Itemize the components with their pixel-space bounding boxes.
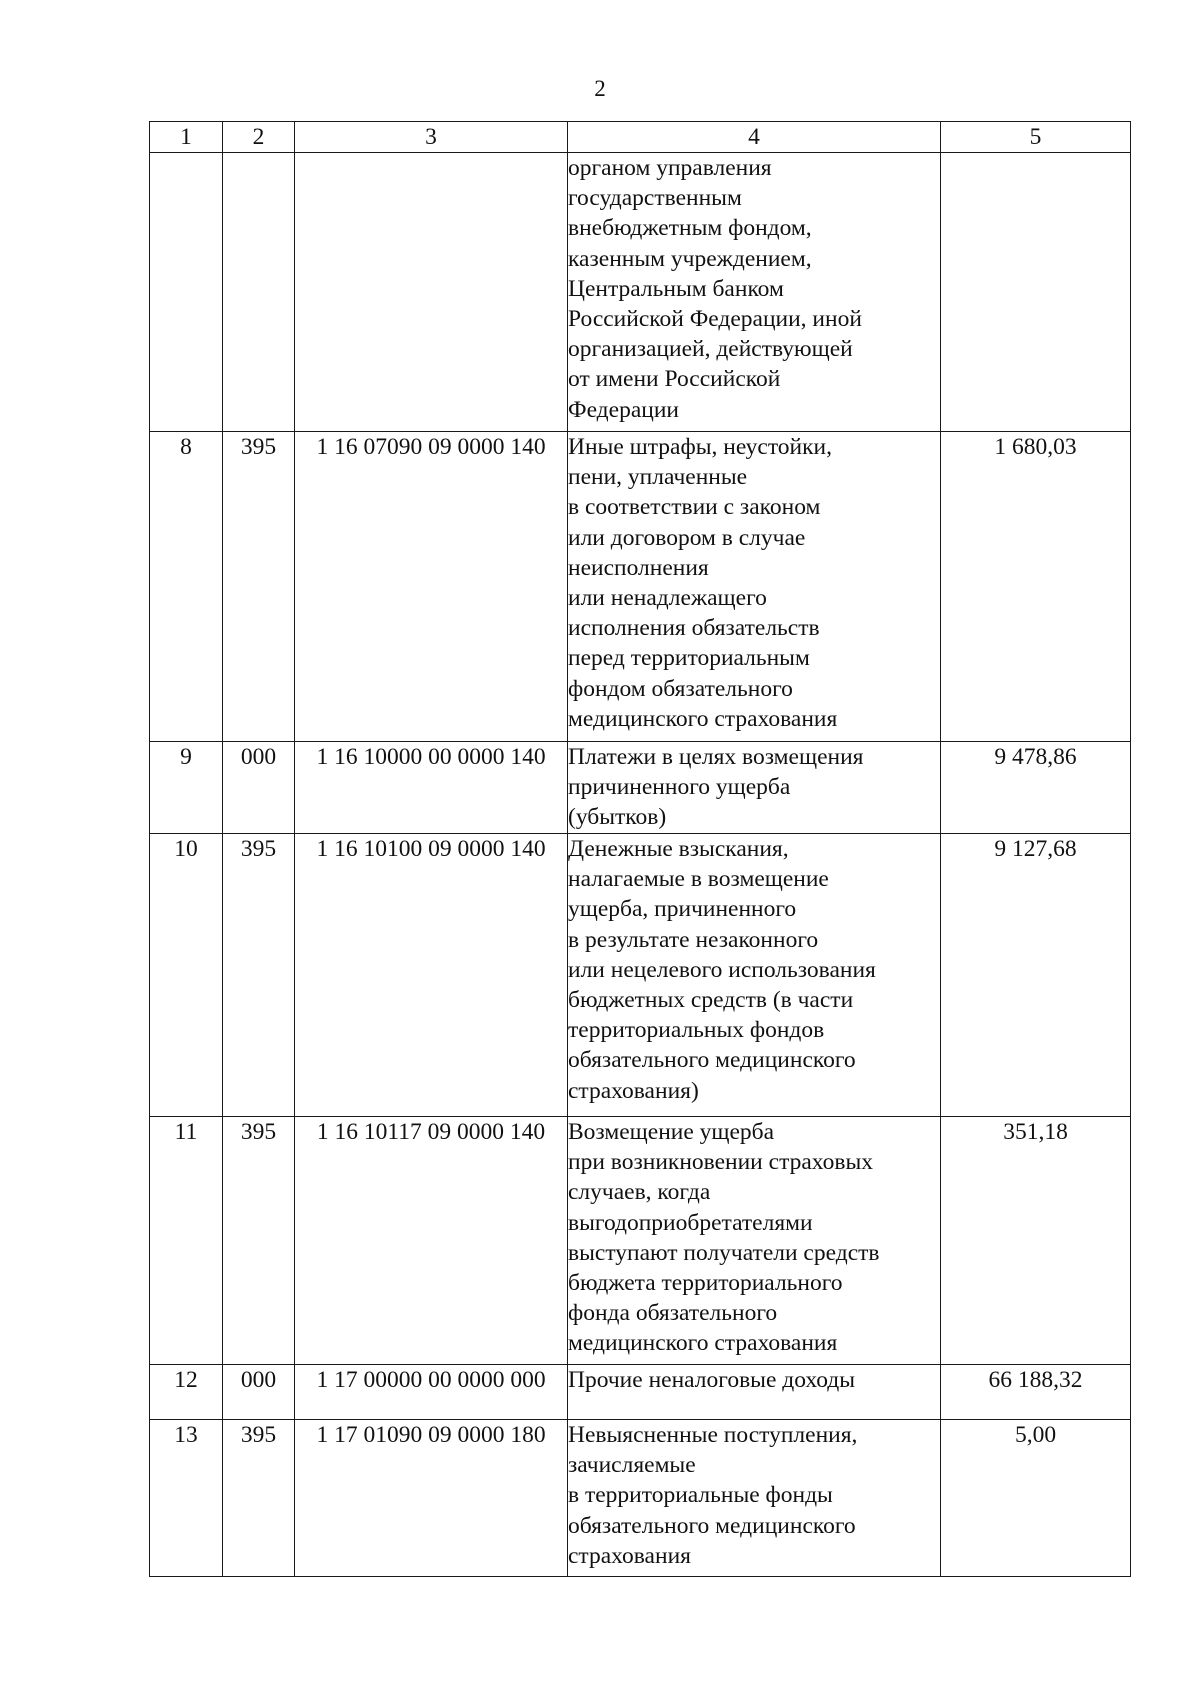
revenue-description: Возмещение ущерба при возникновении страховых случаев, когда выгодоприобретателями выступают получатели средств бюджета территориального фонда обязательного медицинского страхования <box>568 1117 941 1365</box>
page-number: 2 <box>594 76 606 101</box>
row-number: 10 <box>150 834 223 1117</box>
budget-classification-code: 1 16 10100 09 0000 140 <box>295 834 568 1117</box>
column-header: 2 <box>223 122 295 153</box>
table-row <box>150 834 1131 1117</box>
table-row <box>150 1420 1131 1577</box>
table-row <box>150 742 1131 834</box>
amount: 5,00 <box>941 1420 1131 1577</box>
budget-classification-code <box>295 153 568 432</box>
admin-code: 000 <box>223 742 295 834</box>
row-number <box>150 153 223 432</box>
table-header-row <box>150 122 1131 153</box>
revenue-description: Денежные взыскания, налагаемые в возмещение ущерба, причиненного в результате незаконного или нецелевого использования бюджетных средств (в части территориальных фондов обязательного медицинского страхования) <box>568 834 941 1117</box>
column-header: 3 <box>295 122 568 153</box>
column-header: 4 <box>568 122 941 153</box>
amount: 9 478,86 <box>941 742 1131 834</box>
revenue-description: Прочие неналоговые доходы <box>568 1365 941 1420</box>
row-number: 11 <box>150 1117 223 1365</box>
amount <box>941 153 1131 432</box>
budget-classification-code: 1 16 10117 09 0000 140 <box>295 1117 568 1365</box>
revenue-description: Невыясненные поступления, зачисляемые в территориальные фонды обязательного медицинского страхования <box>568 1420 941 1577</box>
column-header: 5 <box>941 122 1131 153</box>
row-number: 8 <box>150 432 223 742</box>
admin-code: 395 <box>223 1117 295 1365</box>
admin-code: 000 <box>223 1365 295 1420</box>
budget-classification-code: 1 16 07090 09 0000 140 <box>295 432 568 742</box>
table-row <box>150 432 1131 742</box>
row-number: 12 <box>150 1365 223 1420</box>
admin-code <box>223 153 295 432</box>
row-number: 13 <box>150 1420 223 1577</box>
budget-classification-code: 1 16 10000 00 0000 140 <box>295 742 568 834</box>
budget-classification-code: 1 17 00000 00 0000 000 <box>295 1365 568 1420</box>
admin-code: 395 <box>223 834 295 1117</box>
amount: 9 127,68 <box>941 834 1131 1117</box>
admin-code: 395 <box>223 432 295 742</box>
revenue-description: Платежи в целях возмещения причиненного ущерба (убытков) <box>568 742 941 834</box>
revenue-description: органом управления государственным внебюджетным фондом, казенным учреждением, Центральным банком Российской Федерации, иной организацией, действующей от имени Российской Федерации <box>568 153 941 432</box>
table-row <box>150 1117 1131 1365</box>
amount: 66 188,32 <box>941 1365 1131 1420</box>
column-header: 1 <box>150 122 223 153</box>
revenue-description: Иные штрафы, неустойки, пени, уплаченные в соответствии с законом или договором в случае неисполнения или ненадлежащего исполнения обязательств перед территориальным фондом обязательного медицинского страхования <box>568 432 941 742</box>
table-row <box>150 153 1131 432</box>
table-row <box>150 1365 1131 1420</box>
revenue-table <box>149 121 1131 1577</box>
amount: 351,18 <box>941 1117 1131 1365</box>
admin-code: 395 <box>223 1420 295 1577</box>
amount: 1 680,03 <box>941 432 1131 742</box>
budget-classification-code: 1 17 01090 09 0000 180 <box>295 1420 568 1577</box>
row-number: 9 <box>150 742 223 834</box>
